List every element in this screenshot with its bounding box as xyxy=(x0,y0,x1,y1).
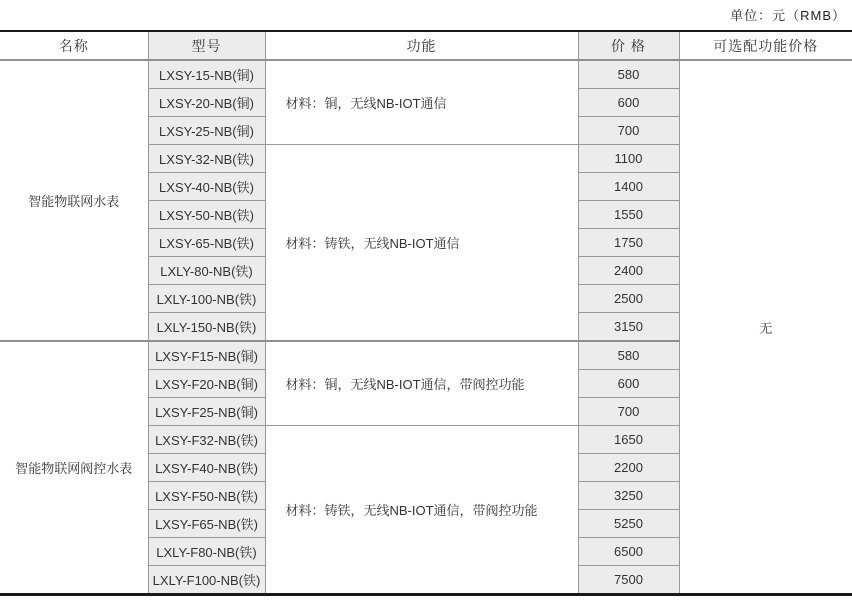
price-cell: 2500 xyxy=(578,285,679,313)
model-cell: LXSY-F32-NB(铁) xyxy=(148,426,265,454)
model-cell: LXSY-F20-NB(铜) xyxy=(148,370,265,398)
price-cell: 700 xyxy=(578,117,679,145)
column-header-function: 功能 xyxy=(265,31,578,60)
function-cell: 材料：铜，无线NB-IOT通信，带阀控功能 xyxy=(265,341,578,426)
price-table xyxy=(0,30,852,596)
model-cell: LXLY-150-NB(铁) xyxy=(148,313,265,342)
price-cell: 3250 xyxy=(578,482,679,510)
price-cell: 3150 xyxy=(578,313,679,342)
function-cell: 材料：铜，无线NB-IOT通信 xyxy=(265,60,578,145)
model-cell: LXLY-100-NB(铁) xyxy=(148,285,265,313)
model-cell: LXSY-F65-NB(铁) xyxy=(148,510,265,538)
price-cell: 580 xyxy=(578,341,679,370)
price-cell: 7500 xyxy=(578,566,679,595)
price-cell: 580 xyxy=(578,60,679,89)
model-cell: LXSY-F40-NB(铁) xyxy=(148,454,265,482)
model-cell: LXSY-50-NB(铁) xyxy=(148,201,265,229)
model-cell: LXSY-32-NB(铁) xyxy=(148,145,265,173)
model-cell: LXSY-20-NB(铜) xyxy=(148,89,265,117)
price-cell: 1750 xyxy=(578,229,679,257)
price-cell: 700 xyxy=(578,398,679,426)
model-cell: LXSY-65-NB(铁) xyxy=(148,229,265,257)
table-row xyxy=(0,60,852,89)
name-cell: 智能物联网水表 xyxy=(0,60,148,341)
column-header-model: 型号 xyxy=(148,31,265,60)
price-cell: 2200 xyxy=(578,454,679,482)
price-cell: 1400 xyxy=(578,173,679,201)
model-cell: LXLY-F80-NB(铁) xyxy=(148,538,265,566)
function-cell: 材料：铸铁，无线NB-IOT通信，带阀控功能 xyxy=(265,426,578,595)
price-cell: 2400 xyxy=(578,257,679,285)
column-header-name: 名称 xyxy=(0,31,148,60)
price-cell: 1650 xyxy=(578,426,679,454)
model-cell: LXSY-F15-NB(铜) xyxy=(148,341,265,370)
model-cell: LXSY-F25-NB(铜) xyxy=(148,398,265,426)
price-cell: 1100 xyxy=(578,145,679,173)
optional-value-cell: 无 xyxy=(679,60,852,595)
model-cell: LXSY-40-NB(铁) xyxy=(148,173,265,201)
price-cell: 600 xyxy=(578,89,679,117)
model-cell: LXSY-F50-NB(铁) xyxy=(148,482,265,510)
price-table-body xyxy=(0,60,852,595)
model-cell: LXSY-15-NB(铜) xyxy=(148,60,265,89)
column-header-price: 价 格 xyxy=(578,31,679,60)
header-row xyxy=(0,31,852,60)
price-table-header xyxy=(0,31,852,60)
name-cell: 智能物联网阀控水表 xyxy=(0,341,148,595)
model-cell: LXLY-F100-NB(铁) xyxy=(148,566,265,595)
unit-note: 单位：元（RMB） xyxy=(730,8,846,23)
price-cell: 600 xyxy=(578,370,679,398)
column-header-optional: 可选配功能价格 xyxy=(679,31,852,60)
price-cell: 1550 xyxy=(578,201,679,229)
price-cell: 5250 xyxy=(578,510,679,538)
price-cell: 6500 xyxy=(578,538,679,566)
model-cell: LXLY-80-NB(铁) xyxy=(148,257,265,285)
model-cell: LXSY-25-NB(铜) xyxy=(148,117,265,145)
function-cell: 材料：铸铁，无线NB-IOT通信 xyxy=(265,145,578,342)
